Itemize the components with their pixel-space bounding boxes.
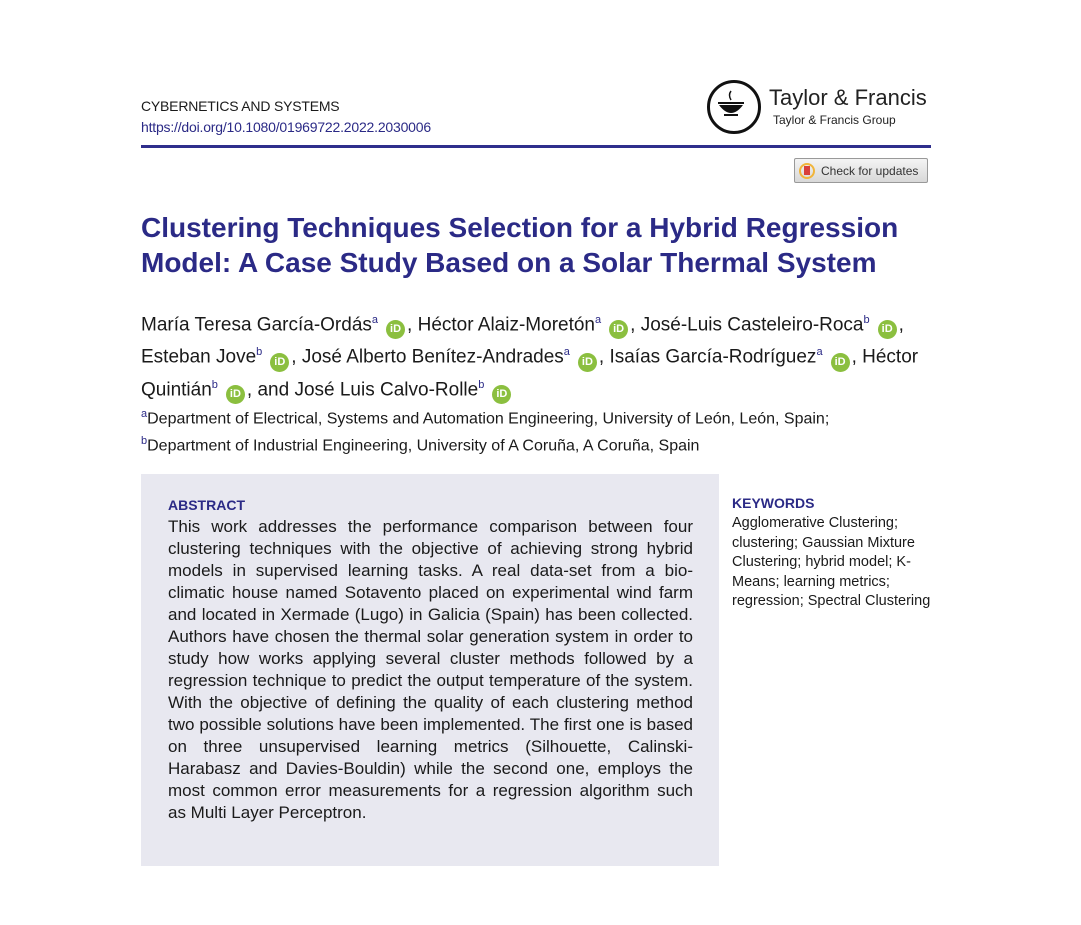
orcid-icon[interactable]: iD (878, 320, 897, 339)
abstract-heading: ABSTRACT (168, 497, 245, 513)
crossmark-icon (799, 163, 815, 179)
check-updates-label: Check for updates (821, 163, 919, 178)
paper-title: Clustering Techniques Selection for a Hybrid Regression Model: A Case Study Based on a Solar Thermal System (141, 212, 899, 278)
author-separator: , (598, 346, 610, 368)
affiliations (141, 403, 829, 458)
author-name: Isaías García-Rodríguez (609, 346, 817, 368)
orcid-icon[interactable]: iD (270, 353, 289, 372)
author-affiliation-mark: b (256, 346, 263, 359)
abstract-text: This work addresses the performance comparison between four clustering techniques with the objective of achieving strong hybrid models in supervised learning tasks. A real data-set from a bio-climatic house named Sotavento placed on experimental wind farm and located in Xermade (Lugo) in Galicia (Spain) has been collected. Authors have chosen the thermal solar generation system in order to study how works applying several cluster methods followed by a regression technique to predict the output temperature of the system. With the objective of defining the quality of each clustering method two possible solutions have been implemented. The first one is based on three unsupervised learning metrics (Silhouette, Calinski-Harabasz and Davies-Bouldin) while the second one, employs the most common error measurements for a regression algorithm such as Multi Layer Perceptron. (168, 517, 693, 822)
orcid-icon[interactable]: iD (578, 353, 597, 372)
author-affiliation-mark: b (211, 378, 218, 391)
author-name: José Alberto Benítez-Andrades (301, 346, 564, 368)
affiliation-mark: b (141, 435, 148, 448)
affiliation-text: Department of Electrical, Systems and Automation Engineering, University of León, León, Spain; (147, 410, 830, 428)
author-name: José Luis Calvo-Rolle (294, 378, 479, 400)
author-affiliation-mark: a (371, 314, 379, 326)
author-affiliation-mark: b (863, 314, 870, 326)
affiliation-b (141, 430, 829, 457)
check-for-updates-button[interactable] (794, 158, 928, 183)
orcid-icon[interactable]: iD (831, 353, 850, 372)
author-affiliation-mark: a (816, 346, 823, 359)
author-separator: , (291, 346, 302, 368)
author-name: José-Luis Casteleiro-Roca (640, 314, 864, 336)
teacup-logo-icon (707, 80, 761, 134)
keywords-heading: KEYWORDS (732, 495, 815, 511)
author-name: Héctor Alaiz-Moretón (417, 314, 595, 336)
publisher-logo (707, 80, 932, 136)
author-affiliation-mark: a (563, 346, 570, 359)
affiliation-mark: a (141, 408, 148, 420)
orcid-icon[interactable]: iD (492, 385, 511, 404)
author-separator: , (898, 314, 904, 336)
affiliation-text: Department of Industrial Engineering, University of A Coruña, A Coruña, Spain (147, 437, 700, 455)
publisher-group: Taylor & Francis Group (773, 113, 896, 127)
author-affiliation-mark: b (478, 378, 485, 391)
author-name: Héctor Quintián (141, 346, 919, 400)
journal-name: CYBERNETICS AND SYSTEMS (141, 98, 340, 114)
author-separator: , (630, 314, 641, 336)
orcid-icon[interactable]: iD (226, 385, 245, 404)
header-divider (141, 145, 931, 148)
doi-link[interactable]: https://doi.org/10.1080/01969722.2022.2030006 (141, 119, 431, 135)
orcid-icon[interactable]: iD (609, 320, 628, 339)
author-separator: , (407, 314, 418, 336)
author-list (141, 307, 931, 404)
orcid-icon[interactable]: iD (386, 320, 405, 339)
author-name: María Teresa García-Ordás (141, 314, 372, 336)
affiliation-a (141, 403, 829, 430)
author-name: Esteban Jove (141, 346, 257, 368)
publisher-name: Taylor & Francis (769, 85, 927, 110)
author-affiliation-mark: a (595, 314, 602, 326)
author-separator: , (851, 346, 863, 368)
keywords-text: Agglomerative Clustering; clustering; Gaussian Mixture Clustering; hybrid model; K-Means; learning metrics; regression; Spectral Clustering (732, 515, 931, 609)
author-separator: , and (246, 378, 295, 400)
